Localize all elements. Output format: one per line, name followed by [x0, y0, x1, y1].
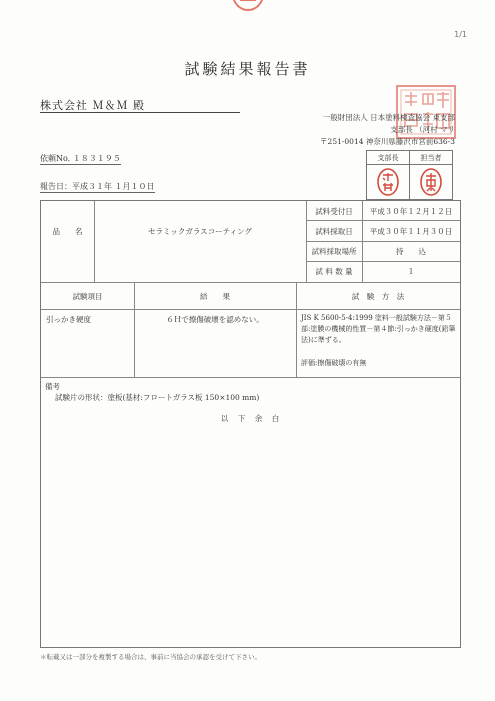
remarks-end: 以 下 余 白: [220, 414, 281, 423]
issuer-person: 支部長 （河村 マリ: [390, 125, 455, 134]
report-table: [40, 200, 461, 648]
header-result: 結 果: [200, 292, 230, 301]
client-name: 株式会社 Ｍ＆Ｍ 殿: [40, 99, 145, 112]
remarks-label: 備考: [45, 382, 60, 391]
test-result: ６Ｈで擦傷破壊を認めない。: [166, 315, 264, 324]
issuer-address: 〒251-0014 神奈川県藤沢市宮前636-3: [320, 137, 455, 146]
row-divider: [306, 220, 460, 221]
row-divider: [41, 282, 460, 283]
report-date-text: 報告日：平成３１年 １月１０日: [40, 182, 155, 191]
approval-box: [366, 150, 453, 200]
header-test-item: 試験項目: [72, 292, 103, 301]
row-divider: [41, 309, 460, 310]
header-method: 試 験 方 法: [351, 292, 405, 301]
manager-stamp: [367, 165, 410, 200]
approval-head-staff: 担当者: [410, 151, 453, 165]
product-label: 品 名: [52, 227, 83, 236]
approval-head-manager: 支部長: [367, 151, 410, 165]
client-underline: [40, 112, 240, 113]
document-title: 試験結果報告書: [184, 60, 311, 78]
request-number: [40, 153, 121, 164]
test-method: JIS K 5600-5-4:1999 塗料一般試験方法－第５部:塗膜の機械的性質－第４節:引っかき硬度(鉛筆法)に準ずる。: [301, 314, 456, 344]
info-label: 試料採取日: [315, 227, 353, 236]
info-value: 平成３０年１１月３０日: [369, 227, 453, 236]
footer-note: ＊転載又は一部分を複製する場合は、事前に当協会の承認を受けて下さい。: [40, 653, 261, 661]
row-divider: [306, 241, 460, 242]
issuer-organization: 一般財団法人 日本塗料検査協会 東支部: [322, 113, 455, 122]
issuer-block: [320, 112, 455, 148]
info-value: 平成３０年１２月１２日: [369, 207, 453, 216]
info-value: 持 込: [396, 247, 426, 256]
request-number-text: 依頼No. １８３１９５: [40, 154, 121, 163]
top-seal: [228, 0, 268, 14]
row-divider: [41, 377, 460, 378]
info-label: 試 料 数 量: [315, 267, 353, 276]
col-divider: [94, 201, 95, 282]
test-item: 引っかき硬度: [46, 315, 91, 324]
info-label: 試料採取場所: [311, 247, 357, 256]
info-value: １: [407, 267, 415, 276]
test-method-note: 評価:擦傷破壊の有無: [301, 359, 367, 367]
report-date: [40, 181, 155, 192]
remarks-text: 試験片の形状：塗板(基材:フロートガラス板 150×100 mm): [55, 393, 260, 402]
product-value: セラミックガラスコーティング: [148, 227, 252, 236]
row-divider: [306, 261, 460, 262]
info-label: 試料受付日: [315, 207, 353, 216]
page-number: 1/1: [454, 30, 467, 39]
staff-stamp: [410, 165, 453, 200]
